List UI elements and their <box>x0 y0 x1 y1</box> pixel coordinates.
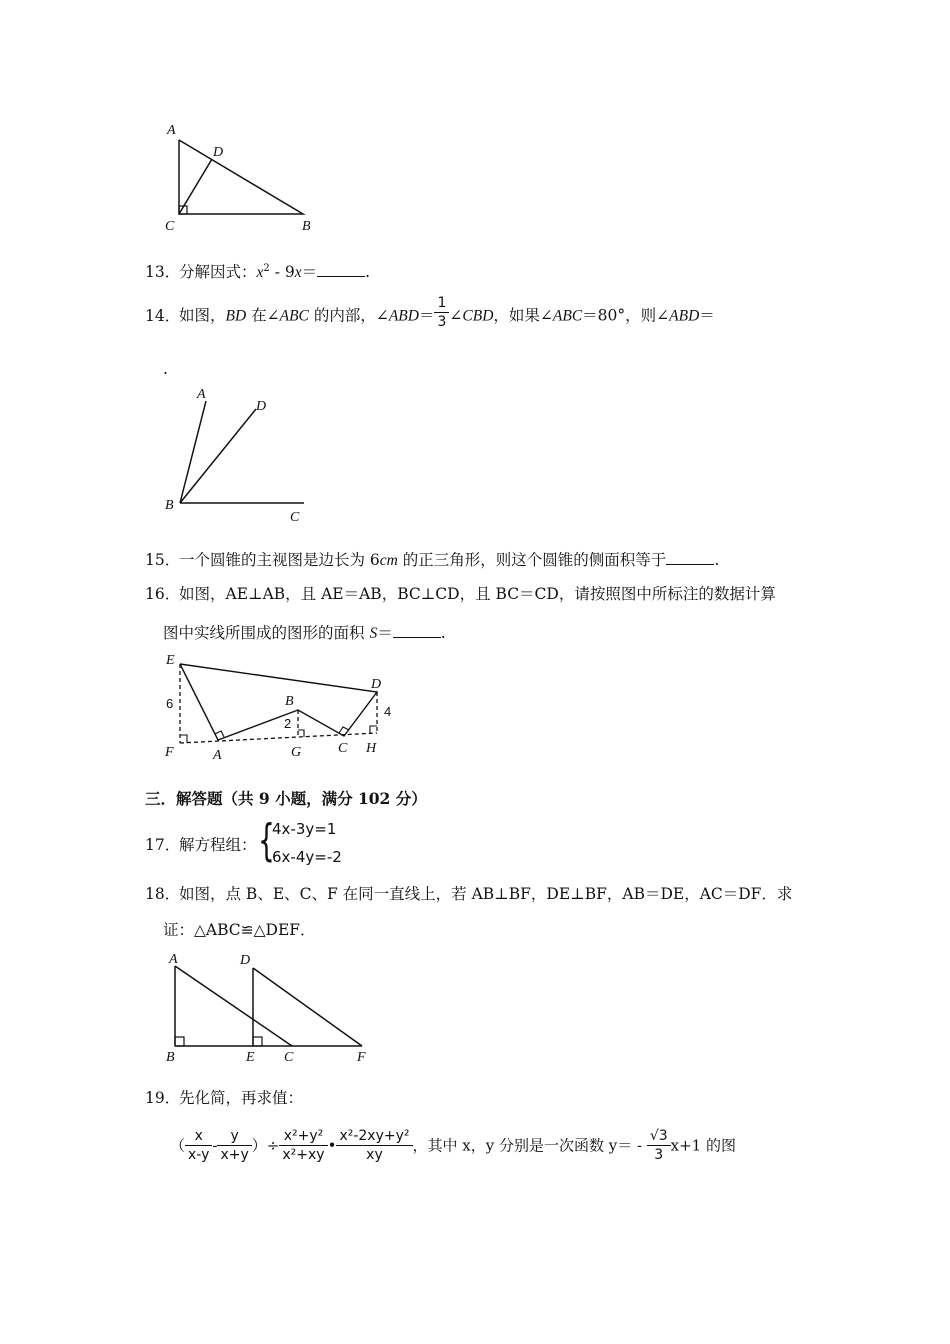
question-number: 17． <box>145 836 181 854</box>
multiply-dot: • <box>327 1136 337 1155</box>
frac-den: x+y <box>220 1147 249 1163</box>
q15-unit: cm <box>379 552 398 569</box>
q14-abd: ABD <box>669 307 700 325</box>
q19-text: ，其中 x，y 分别是一次函数 y＝ - <box>412 1136 647 1155</box>
q14-abd: ABD <box>388 307 419 325</box>
q14-line2 <box>163 358 168 380</box>
fraction-sqrt3-over-3 <box>647 1127 671 1164</box>
q13-x: x <box>256 264 264 282</box>
q13-minus: - 9 <box>269 263 295 282</box>
dashed-base <box>180 733 377 743</box>
q16-text: 图中实线所围成的图形的面积 <box>163 624 370 642</box>
frac-num: √3 <box>647 1127 671 1146</box>
question-18 <box>145 883 792 905</box>
q14-text: ∠ <box>449 306 463 325</box>
frac-den: 3 <box>654 1147 664 1163</box>
label-h: H <box>366 741 377 756</box>
label-b: B <box>166 1050 175 1065</box>
label-c: C <box>165 219 175 234</box>
question-15 <box>145 549 719 572</box>
equation-1: 4x-3y=1 <box>272 820 337 838</box>
right-angle-mark <box>298 730 304 737</box>
q15-text: 的正三角形，则这个圆锥的侧面积等于 <box>397 551 667 569</box>
left-brace-icon: { <box>258 815 275 866</box>
q18-line2: 证：△ABC≌△DEF． <box>163 921 316 939</box>
q19-expression <box>170 1127 736 1164</box>
label-e: E <box>246 1050 255 1065</box>
q17-prefix: 解方程组： <box>179 836 257 854</box>
frac-num: x²+y² <box>279 1127 327 1146</box>
label-a: A <box>167 123 176 138</box>
length-ef: 6 <box>166 696 174 711</box>
question-16 <box>145 583 776 605</box>
question-number: 19． <box>145 1089 181 1107</box>
fraction-1 <box>185 1127 212 1164</box>
q13-prefix: 分解因式： <box>179 263 257 282</box>
q14-text: ，如果∠ <box>493 306 553 325</box>
label-b: B <box>165 498 174 513</box>
q16-line2 <box>163 622 446 645</box>
q15-end: . <box>714 551 720 569</box>
label-d: D <box>371 677 382 692</box>
label-b: B <box>302 219 311 234</box>
q14-text: 的内部，∠ <box>308 306 389 325</box>
figure-triangle-acb <box>160 118 330 236</box>
q14-end: . <box>163 360 168 378</box>
label-b: B <box>285 694 294 709</box>
q14-abc: ABC <box>552 307 583 325</box>
q14-text: ＝ <box>699 306 715 325</box>
fraction-4 <box>336 1127 412 1164</box>
q16-end: . <box>440 624 446 642</box>
question-17 <box>145 834 257 856</box>
question-19 <box>145 1087 303 1109</box>
frac-den: xy <box>366 1147 383 1163</box>
q13-exponent: 2 <box>263 263 270 274</box>
label-a: A <box>197 387 206 402</box>
q13-end: . <box>365 263 371 282</box>
frac-den: x²+xy <box>282 1147 325 1163</box>
answer-blank <box>393 623 441 638</box>
q14-abc: ABC <box>279 307 309 325</box>
label-d: D <box>256 399 267 414</box>
q13-eq: ＝ <box>301 263 318 282</box>
answer-blank <box>666 550 714 565</box>
q14-cbd: CBD <box>462 307 494 325</box>
q13-x2: x <box>294 264 302 282</box>
q19-text: x+1 的图 <box>670 1136 736 1155</box>
frac-den: x-y <box>188 1147 210 1163</box>
equation-2: 6x-4y=-2 <box>272 848 342 866</box>
left-paren: （ <box>170 1136 186 1155</box>
fraction-one-third <box>434 294 449 331</box>
question-number: 18． <box>145 885 181 903</box>
q14-text: 如图， <box>179 306 226 325</box>
q15-text: 一个圆锥的主视图是边长为 6 <box>179 551 380 569</box>
label-c: C <box>338 741 348 756</box>
question-number: 14． <box>145 306 181 325</box>
label-d: D <box>240 953 251 968</box>
frac-den: 3 <box>437 314 447 330</box>
polygon-outline <box>180 664 377 740</box>
right-angle-mark <box>370 726 377 733</box>
question-number: 13． <box>145 263 181 282</box>
triangle-acb <box>179 140 303 214</box>
figure-two-triangles <box>160 946 380 1066</box>
question-number: 15． <box>145 551 181 569</box>
answer-blank <box>317 262 365 277</box>
segment-df <box>253 968 362 1046</box>
question-14 <box>145 295 715 331</box>
q14-text: 在∠ <box>246 306 280 325</box>
label-f: F <box>165 745 174 760</box>
q18-text: 如图，点 B、E、C、F 在同一直线上，若 AB⊥BF，DE⊥BF，AB＝DE，AC＝DF．求 <box>179 885 793 903</box>
section-heading: 三．解答题（共 9 小题，满分 102 分） <box>145 789 427 808</box>
right-paren-divide: ）÷ <box>251 1136 280 1155</box>
question-number: 16． <box>145 585 181 603</box>
segment-ac <box>175 966 292 1046</box>
figure-angle-abc <box>160 385 330 525</box>
q16-s: S <box>369 625 378 642</box>
right-angle-mark <box>253 1037 262 1046</box>
length-bg: 2 <box>284 716 292 731</box>
right-angle-mark <box>180 735 187 743</box>
right-angle-mark <box>175 1037 184 1046</box>
length-dh: 4 <box>384 704 392 719</box>
frac-num: x <box>185 1127 212 1146</box>
label-a: A <box>213 748 222 763</box>
fraction-2 <box>217 1127 251 1164</box>
q19-title: 先化简，再求值： <box>179 1089 304 1107</box>
label-c: C <box>290 510 300 525</box>
frac-num: y <box>217 1127 251 1146</box>
label-e: E <box>166 653 175 668</box>
question-13 <box>145 258 370 284</box>
frac-num: 1 <box>434 294 449 313</box>
label-c: C <box>284 1050 294 1065</box>
minus-sign: - <box>212 1136 218 1155</box>
figure-area-polygon <box>160 648 400 764</box>
q14-bd: BD <box>225 307 247 325</box>
fraction-3 <box>279 1127 327 1164</box>
q14-text: ＝80°，则∠ <box>582 306 670 325</box>
label-a: A <box>169 952 178 967</box>
frac-num: x²-2xy+y² <box>336 1127 412 1146</box>
label-g: G <box>291 745 302 760</box>
label-f: F <box>357 1050 366 1065</box>
q16-text: 如图，AE⊥AB，且 AE＝AB，BC⊥CD，且 BC＝CD，请按照图中所标注的数据计算 <box>179 585 776 603</box>
q14-eq: ＝ <box>418 306 435 325</box>
label-d: D <box>213 145 224 160</box>
q16-eq: ＝ <box>377 624 393 642</box>
